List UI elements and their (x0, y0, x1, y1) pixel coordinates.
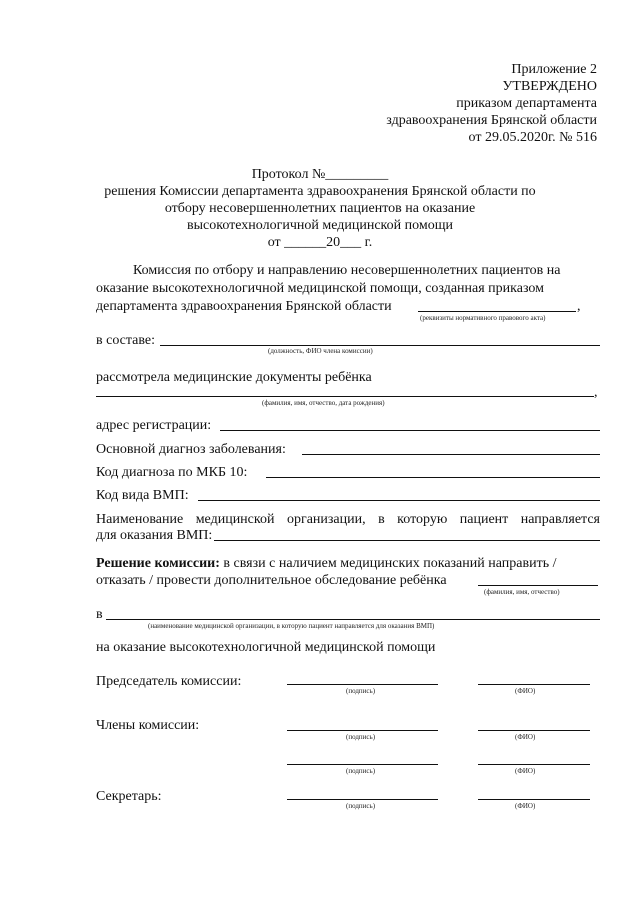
member1-sign-caption: (подпись) (346, 733, 376, 741)
intro-line-3: департамента здравоохранения Брянской области (96, 299, 392, 314)
direction-label: в (96, 607, 103, 622)
diagnosis-label: Основной диагноз заболевания: (96, 442, 286, 457)
members-label: Члены комиссии: (96, 718, 200, 733)
organization-line-2: для оказания ВМП: (96, 528, 213, 543)
decision-line-2: отказать / провести дополнительное обследование ребёнка (96, 573, 447, 588)
title-line-1: решения Комиссии департамента здравоохранения Брянской области по (104, 184, 536, 199)
legal-act-caption: (реквизиты нормативного правового акта) (420, 314, 546, 322)
chairman-name-field[interactable] (478, 684, 590, 685)
direction-org-field[interactable] (106, 619, 600, 620)
order-line-3: от 29.05.2020г. № 516 (468, 130, 597, 145)
direction-line: на оказание высокотехнологичной медицинской помощи (96, 640, 436, 655)
member1-sign-field[interactable] (287, 730, 438, 731)
order-line-2: здравоохранения Брянской области (386, 113, 597, 128)
secretary-label: Секретарь: (96, 789, 162, 804)
member1-name-caption: (ФИО) (515, 733, 536, 741)
child-name-field[interactable] (96, 396, 594, 397)
chairman-sign-caption: (подпись) (346, 687, 376, 695)
approved-label: УТВЕРЖДЕНО (502, 79, 597, 94)
decision-line-1 (96, 556, 556, 572)
protocol-date: от ______20___ г. (267, 235, 373, 250)
member2-name-caption: (ФИО) (515, 767, 536, 775)
legal-act-field[interactable] (418, 311, 576, 312)
member2-name-field[interactable] (478, 764, 590, 765)
member2-sign-caption: (подпись) (346, 767, 376, 775)
composition-field[interactable] (160, 345, 600, 346)
appendix-label: Приложение 2 (511, 62, 597, 77)
child-name-caption: (фамилия, имя, отчество, дата рождения) (262, 399, 385, 407)
decision-child-caption: (фамилия, имя, отчество) (484, 588, 560, 596)
intro-line-2: оказание высокотехнологичной медицинской помощи, созданная приказом (96, 281, 545, 296)
title-line-2: отбору несовершеннолетних пациентов на оказание (164, 201, 476, 216)
intro-comma: , (577, 299, 581, 314)
secretary-name-caption: (ФИО) (515, 802, 536, 810)
secretary-name-field[interactable] (478, 799, 590, 800)
title-line-3: высокотехнологичной медицинской помощи (187, 218, 453, 233)
composition-label: в составе: (96, 333, 156, 348)
secretary-sign-field[interactable] (287, 799, 438, 800)
chairman-label: Председатель комиссии: (96, 674, 242, 689)
chairman-sign-field[interactable] (287, 684, 438, 685)
diagnosis-field[interactable] (302, 454, 600, 455)
member1-name-field[interactable] (478, 730, 590, 731)
address-label: адрес регистрации: (96, 418, 212, 433)
direction-caption: (наименование медицинской организации, в которую пациент направляется для оказания ВМП) (148, 622, 435, 630)
decision-bold-label: Решение комиссии: (96, 556, 220, 571)
composition-caption: (должность, ФИО члена комиссии) (268, 347, 373, 355)
organization-field[interactable] (214, 540, 600, 541)
chairman-name-caption: (ФИО) (515, 687, 536, 695)
member2-sign-field[interactable] (287, 764, 438, 765)
intro-line-1: Комиссия по отбору и направлению несовершеннолетних пациентов на (133, 263, 561, 278)
protocol-title: Протокол №_________ (251, 167, 389, 182)
decision-text: в связи с наличием медицинских показаний направить / (219, 556, 557, 571)
secretary-sign-caption: (подпись) (346, 802, 376, 810)
icd-field[interactable] (266, 477, 600, 478)
vmp-field[interactable] (198, 500, 600, 501)
organization-line-1: Наименование медицинской организации, в которую пациент направляется (96, 512, 600, 527)
address-field[interactable] (220, 430, 600, 431)
order-line-1: приказом департамента (456, 96, 597, 111)
reviewed-comma: , (594, 385, 598, 400)
vmp-label: Код вида ВМП: (96, 488, 189, 503)
icd-label: Код диагноза по МКБ 10: (96, 465, 248, 480)
reviewed-label: рассмотрела медицинские документы ребёнка (96, 370, 372, 385)
decision-child-field[interactable] (478, 585, 598, 586)
